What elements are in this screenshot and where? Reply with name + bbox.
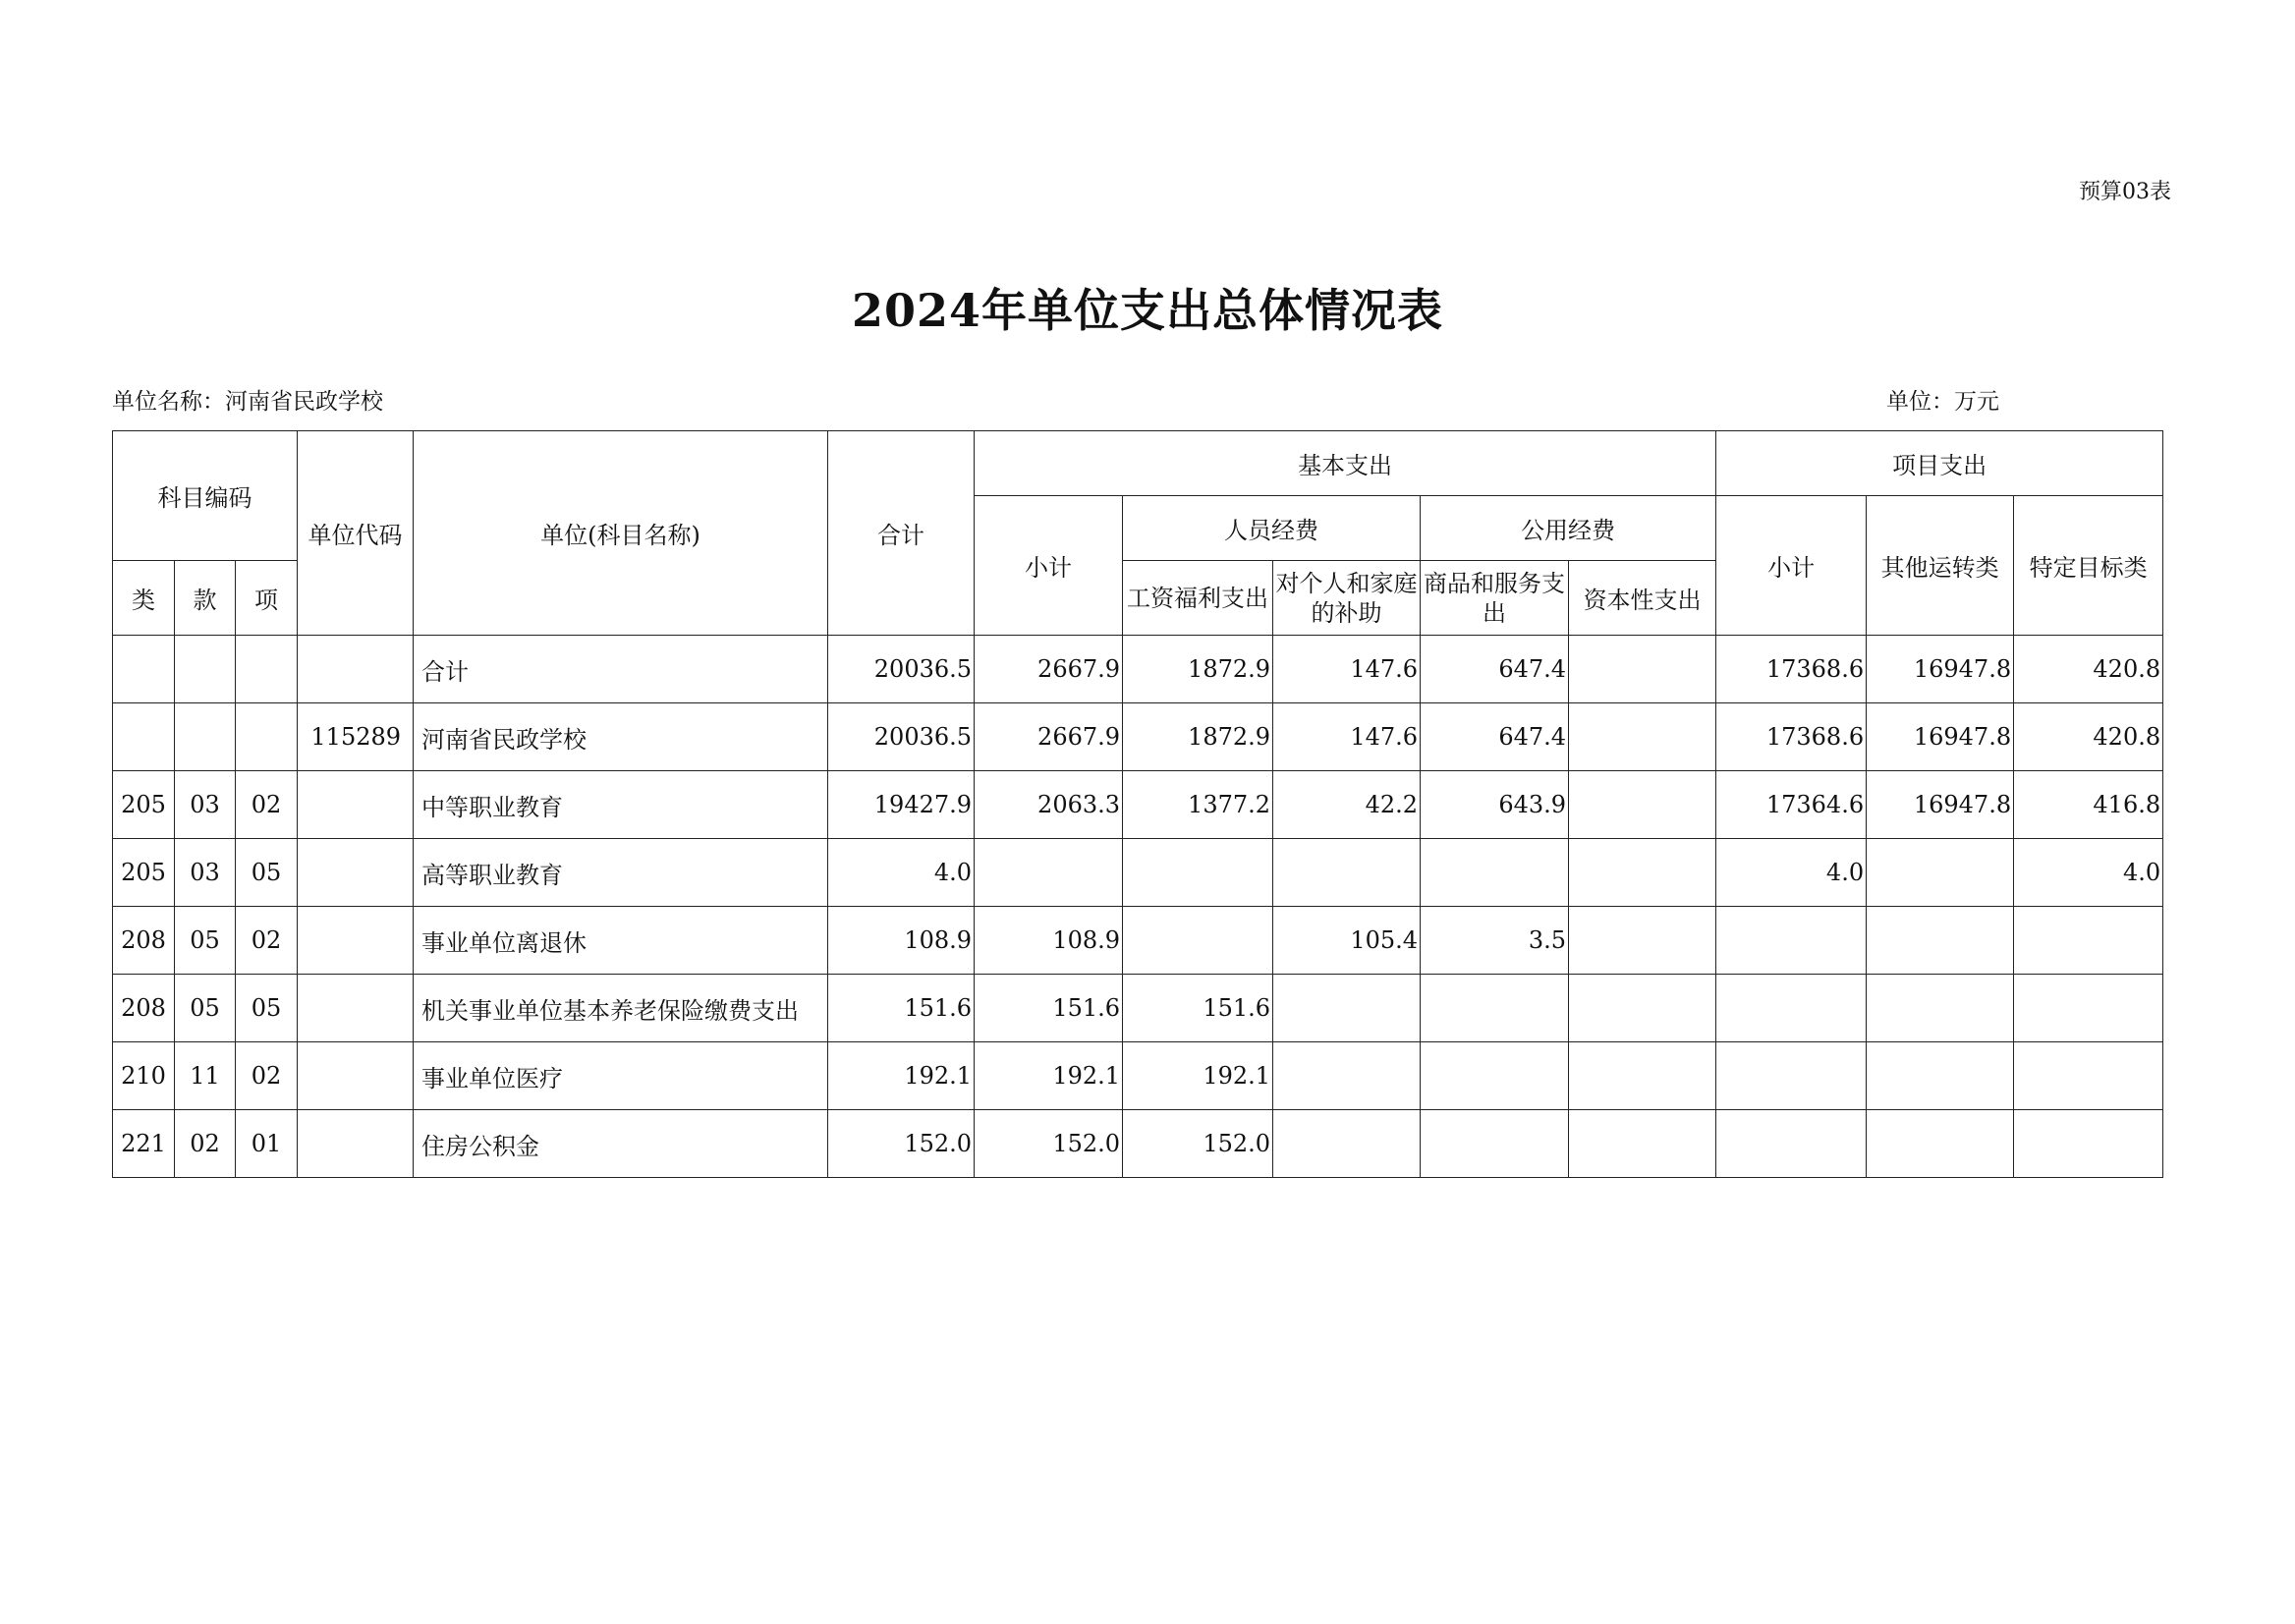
cell-total: 20036.5: [828, 636, 975, 703]
cell-subsidy: [1273, 839, 1421, 907]
cell-subsidy: 42.2: [1273, 771, 1421, 839]
cell-project-subtotal: [1716, 975, 1867, 1042]
cell-unit-code: [298, 839, 414, 907]
header-capital: 资本性支出: [1569, 561, 1716, 636]
header-kuan: 款: [175, 561, 236, 636]
cell-kuan: 05: [175, 907, 236, 975]
cell-project-subtotal: [1716, 1110, 1867, 1178]
cell-total: 152.0: [828, 1110, 975, 1178]
cell-name: 事业单位医疗: [414, 1042, 828, 1110]
cell-capital: [1569, 636, 1716, 703]
cell-capital: [1569, 771, 1716, 839]
cell-unit-code: [298, 1042, 414, 1110]
cell-xiang: 02: [236, 1042, 298, 1110]
cell-specific-target: [2014, 1042, 2163, 1110]
cell-total: 20036.5: [828, 703, 975, 771]
cell-lei: [113, 703, 175, 771]
cell-basic-subtotal: 192.1: [975, 1042, 1123, 1110]
cell-total: 151.6: [828, 975, 975, 1042]
cell-specific-target: [2014, 907, 2163, 975]
cell-kuan: 03: [175, 771, 236, 839]
table-row: [113, 1110, 2163, 1178]
cell-goods: 647.4: [1421, 636, 1569, 703]
cell-kuan: [175, 636, 236, 703]
cell-lei: 208: [113, 975, 175, 1042]
header-other-operation: 其他运转类: [1867, 496, 2014, 636]
header-basic-subtotal: 小计: [975, 496, 1123, 636]
cell-specific-target: 416.8: [2014, 771, 2163, 839]
cell-other-operation: [1867, 907, 2014, 975]
cell-basic-subtotal: 2667.9: [975, 636, 1123, 703]
table-row: [113, 771, 2163, 839]
cell-capital: [1569, 703, 1716, 771]
cell-xiang: 01: [236, 1110, 298, 1178]
cell-name: 中等职业教育: [414, 771, 828, 839]
header-total: 合计: [828, 431, 975, 636]
cell-other-operation: [1867, 975, 2014, 1042]
cell-wages: 152.0: [1123, 1110, 1273, 1178]
cell-xiang: 02: [236, 907, 298, 975]
cell-goods: 647.4: [1421, 703, 1569, 771]
table-row: [113, 636, 2163, 703]
cell-other-operation: 16947.8: [1867, 703, 2014, 771]
cell-basic-subtotal: 108.9: [975, 907, 1123, 975]
cell-unit-code: [298, 975, 414, 1042]
cell-kuan: 05: [175, 975, 236, 1042]
header-unit-code: 单位代码: [298, 431, 414, 636]
cell-lei: [113, 636, 175, 703]
cell-project-subtotal: 17368.6: [1716, 636, 1867, 703]
cell-subsidy: 147.6: [1273, 636, 1421, 703]
table-row: [113, 1042, 2163, 1110]
cell-wages: [1123, 839, 1273, 907]
cell-unit-code: [298, 1110, 414, 1178]
cell-specific-target: [2014, 1110, 2163, 1178]
cell-xiang: 02: [236, 771, 298, 839]
cell-xiang: 05: [236, 839, 298, 907]
cell-unit-code: [298, 636, 414, 703]
cell-other-operation: 16947.8: [1867, 636, 2014, 703]
cell-goods: 643.9: [1421, 771, 1569, 839]
cell-unit-code: [298, 907, 414, 975]
cell-capital: [1569, 839, 1716, 907]
cell-basic-subtotal: 2667.9: [975, 703, 1123, 771]
table-row: [113, 975, 2163, 1042]
cell-specific-target: [2014, 975, 2163, 1042]
cell-other-operation: 16947.8: [1867, 771, 2014, 839]
cell-capital: [1569, 907, 1716, 975]
header-project-expenditure: 项目支出: [1716, 431, 2163, 496]
cell-subsidy: 105.4: [1273, 907, 1421, 975]
cell-unit-code: 115289: [298, 703, 414, 771]
cell-specific-target: 420.8: [2014, 636, 2163, 703]
cell-name: 合计: [414, 636, 828, 703]
cell-total: 4.0: [828, 839, 975, 907]
cell-wages: 1872.9: [1123, 636, 1273, 703]
cell-subsidy: [1273, 1042, 1421, 1110]
cell-capital: [1569, 1042, 1716, 1110]
cell-lei: 205: [113, 771, 175, 839]
cell-total: 108.9: [828, 907, 975, 975]
cell-subsidy: [1273, 975, 1421, 1042]
cell-kuan: 02: [175, 1110, 236, 1178]
cell-other-operation: [1867, 1042, 2014, 1110]
currency-unit-label: 单位：万元: [1886, 389, 1999, 415]
header-project-subtotal: 小计: [1716, 496, 1867, 636]
expenditure-table: [112, 430, 2163, 1178]
cell-specific-target: 4.0: [2014, 839, 2163, 907]
cell-wages: 151.6: [1123, 975, 1273, 1042]
header-lei: 类: [113, 561, 175, 636]
cell-name: 机关事业单位基本养老保险缴费支出: [414, 975, 828, 1042]
cell-name: 事业单位离退休: [414, 907, 828, 975]
header-personal-subsidy: 对个人和家庭的补助: [1273, 561, 1421, 636]
cell-project-subtotal: [1716, 907, 1867, 975]
cell-kuan: 11: [175, 1042, 236, 1110]
header-goods-services: 商品和服务支出: [1421, 561, 1569, 636]
cell-wages: 1377.2: [1123, 771, 1273, 839]
cell-project-subtotal: 17364.6: [1716, 771, 1867, 839]
cell-unit-code: [298, 771, 414, 839]
cell-xiang: 05: [236, 975, 298, 1042]
cell-goods: [1421, 975, 1569, 1042]
cell-lei: 221: [113, 1110, 175, 1178]
cell-goods: [1421, 1042, 1569, 1110]
cell-wages: [1123, 907, 1273, 975]
cell-total: 192.1: [828, 1042, 975, 1110]
unit-name-label: 单位名称：河南省民政学校: [112, 389, 383, 415]
cell-wages: 192.1: [1123, 1042, 1273, 1110]
cell-other-operation: [1867, 839, 2014, 907]
cell-project-subtotal: 4.0: [1716, 839, 1867, 907]
cell-basic-subtotal: 2063.3: [975, 771, 1123, 839]
cell-capital: [1569, 975, 1716, 1042]
cell-name: 河南省民政学校: [414, 703, 828, 771]
cell-basic-subtotal: 152.0: [975, 1110, 1123, 1178]
cell-kuan: [175, 703, 236, 771]
table-row: [113, 703, 2163, 771]
cell-project-subtotal: [1716, 1042, 1867, 1110]
cell-xiang: [236, 703, 298, 771]
cell-goods: [1421, 839, 1569, 907]
cell-capital: [1569, 1110, 1716, 1178]
header-personnel-expenses: 人员经费: [1123, 496, 1421, 561]
header-unit-subject-name: 单位(科目名称): [414, 431, 828, 636]
header-basic-expenditure: 基本支出: [975, 431, 1716, 496]
page-title: 2024年单位支出总体情况表: [851, 284, 1444, 337]
cell-total: 19427.9: [828, 771, 975, 839]
header-specific-target: 特定目标类: [2014, 496, 2163, 636]
cell-subsidy: [1273, 1110, 1421, 1178]
cell-name: 住房公积金: [414, 1110, 828, 1178]
cell-other-operation: [1867, 1110, 2014, 1178]
cell-basic-subtotal: [975, 839, 1123, 907]
cell-lei: 210: [113, 1042, 175, 1110]
cell-specific-target: 420.8: [2014, 703, 2163, 771]
cell-name: 高等职业教育: [414, 839, 828, 907]
cell-lei: 205: [113, 839, 175, 907]
table-row: [113, 907, 2163, 975]
header-xiang: 项: [236, 561, 298, 636]
cell-kuan: 03: [175, 839, 236, 907]
cell-goods: 3.5: [1421, 907, 1569, 975]
cell-subsidy: 147.6: [1273, 703, 1421, 771]
header-public-expenses: 公用经费: [1421, 496, 1716, 561]
cell-basic-subtotal: 151.6: [975, 975, 1123, 1042]
cell-xiang: [236, 636, 298, 703]
form-number: 预算03表: [2079, 180, 2171, 204]
header-wages-welfare: 工资福利支出: [1123, 561, 1273, 636]
cell-wages: 1872.9: [1123, 703, 1273, 771]
header-subject-code: 科目编码: [113, 431, 298, 561]
cell-lei: 208: [113, 907, 175, 975]
cell-project-subtotal: 17368.6: [1716, 703, 1867, 771]
cell-goods: [1421, 1110, 1569, 1178]
table-row: [113, 839, 2163, 907]
